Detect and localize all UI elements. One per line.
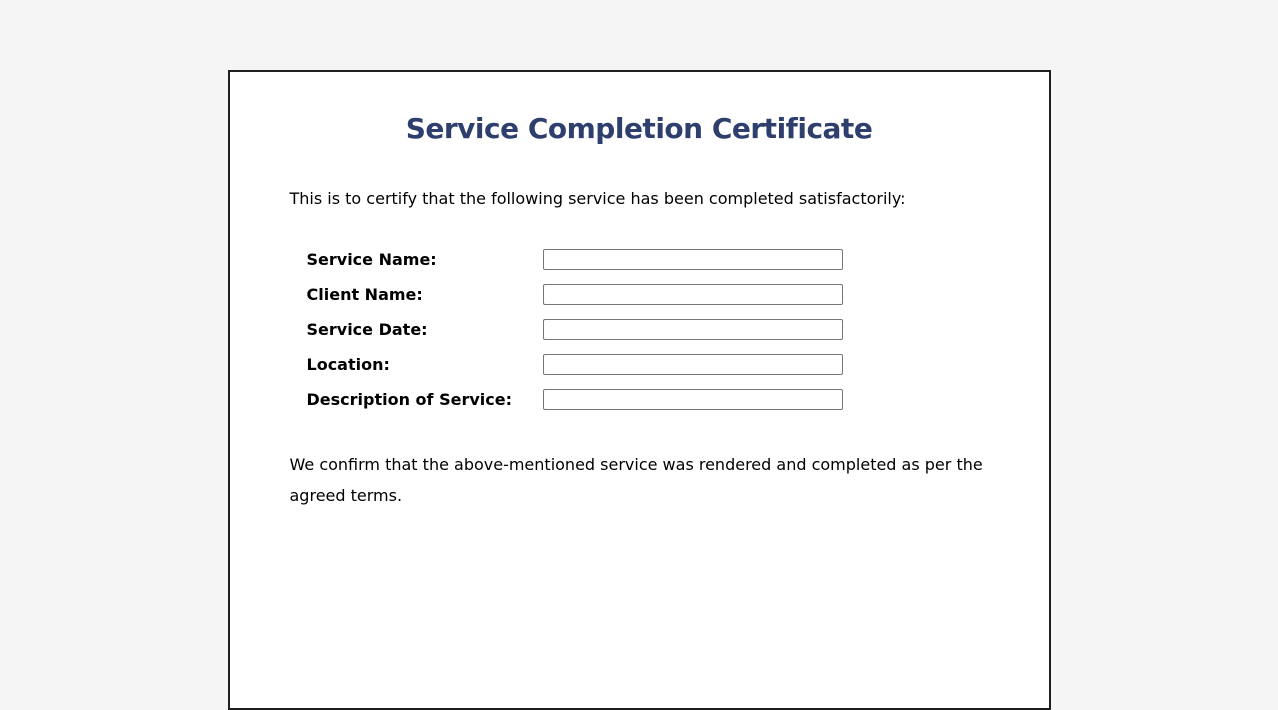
confirmation-text: We confirm that the above-mentioned service was rendered and completed as per the agreed terms. xyxy=(289,455,983,505)
field-row-description-of-service xyxy=(307,382,989,417)
field-row-service-name xyxy=(307,242,989,277)
service-date-label: Service Date: xyxy=(306,319,428,339)
field-row-location xyxy=(307,347,989,382)
location-label: Location: xyxy=(306,354,390,374)
service-date-input[interactable] xyxy=(543,319,843,340)
intro-text: This is to certify that the following service has been completed satisfactorily: xyxy=(289,189,906,208)
description-of-service-label: Description of Service: xyxy=(306,389,512,409)
field-row-service-date xyxy=(307,312,989,347)
certificate-card xyxy=(228,70,1051,710)
client-name-input[interactable] xyxy=(543,284,843,305)
client-name-label: Client Name: xyxy=(306,284,423,304)
description-of-service-input[interactable] xyxy=(543,389,843,410)
field-row-client-name xyxy=(307,277,989,312)
certificate-title: Service Completion Certificate xyxy=(405,112,873,145)
service-name-label: Service Name: xyxy=(306,249,437,269)
location-input[interactable] xyxy=(543,354,843,375)
service-name-input[interactable] xyxy=(543,249,843,270)
certificate-fields xyxy=(307,242,989,417)
